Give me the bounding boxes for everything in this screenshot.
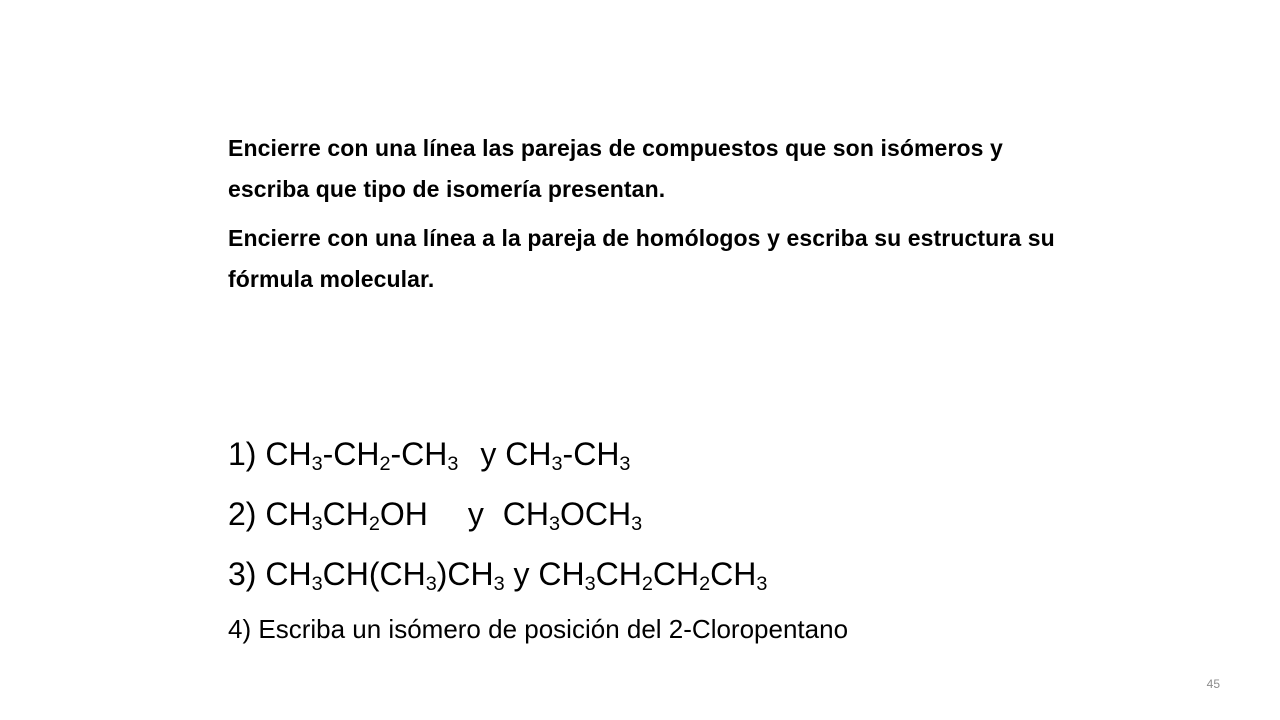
exercise-2 [228,484,1128,544]
formula-a: $CH_3CH(CH_3)CH_3$ [265,556,505,595]
formula-a: $CH_3CH_2OH$ [265,496,428,535]
formula-a: $CH_3-CH_2-CH_3$ [265,436,459,475]
conjunction: y [480,436,497,472]
formula-b: $CH_3-CH_3$ [505,436,631,475]
formula-b: $CH_3OCH_3$ [502,496,643,535]
exercise-number: 1) [228,436,257,472]
exercise-number: 4) [228,614,252,644]
instructions-block [228,128,1058,308]
formula-b: $CH_3CH_2CH_2CH_3$ [538,556,768,595]
exercise-list [228,424,1128,654]
instruction-homologs: Encierre con una línea a la pareja de homólogos y escriba su estructura su fórmula molecular. [228,225,1055,292]
exercise-number: 2) [228,496,257,532]
conjunction: y [467,496,484,532]
slide-number: 45 [1206,677,1220,691]
instruction-isomers: Encierre con una línea las parejas de compuestos que son isómeros y escriba que tipo de isomería presentan. [228,135,1003,202]
exercise-3 [228,544,1128,604]
exercise-4 [228,604,1128,654]
exercise-4-text: Escriba un isómero de posición del 2-Cloropentano [258,614,849,644]
conjunction: y [513,556,530,592]
exercise-number: 3) [228,556,257,592]
exercise-1 [228,424,1128,484]
